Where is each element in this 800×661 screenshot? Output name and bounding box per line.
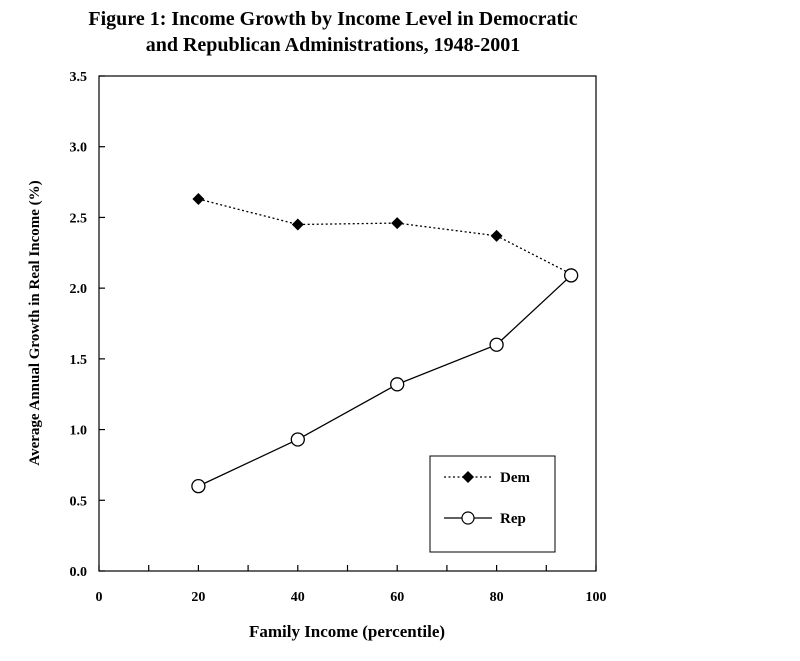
rep-data-point [490, 338, 503, 351]
y-tick-label: 2.5 [69, 211, 87, 227]
dem-data-point [491, 230, 503, 242]
rep-data-point [565, 269, 578, 282]
y-tick-label: 1.0 [69, 423, 87, 439]
dem-data-point [391, 217, 403, 229]
dem-data-point [192, 193, 204, 205]
legend-dem-label: Dem [500, 470, 530, 486]
rep-data-point [192, 480, 205, 493]
rep-data-point [291, 433, 304, 446]
legend-rep-marker [462, 512, 474, 524]
chart-title-line-2: and Republican Administrations, 1948-2001 [145, 34, 521, 56]
y-tick-label: 2.0 [69, 282, 87, 298]
legend-box [430, 456, 555, 552]
y-axis-title: Average Annual Growth in Real Income (%) [27, 180, 43, 466]
y-tick-label: 3.5 [69, 70, 87, 85]
x-tick-label: 40 [290, 590, 305, 605]
rep-data-point [391, 378, 404, 391]
rep-series-line [198, 275, 571, 486]
x-tick-label: 20 [191, 590, 206, 605]
series-layer [192, 193, 578, 493]
chart-title-line-1: Figure 1: Income Growth by Income Level in Democratic [88, 8, 578, 30]
y-tick-label: 0.0 [69, 565, 87, 580]
dem-series-line [198, 199, 571, 274]
legend [430, 456, 555, 552]
y-axis-ticks [70, 70, 106, 580]
x-tick-label: 80 [489, 590, 504, 605]
dem-data-point [292, 219, 304, 231]
legend-rep-label: Rep [500, 511, 526, 527]
x-tick-label: 60 [390, 590, 405, 605]
y-tick-label: 0.5 [69, 494, 87, 510]
y-tick-label: 3.0 [69, 140, 87, 156]
x-tick-label: 0 [95, 590, 103, 605]
y-tick-label: 1.5 [69, 352, 87, 368]
x-axis-title: Family Income (percentile) [248, 622, 446, 641]
x-tick-label: 100 [585, 590, 607, 605]
